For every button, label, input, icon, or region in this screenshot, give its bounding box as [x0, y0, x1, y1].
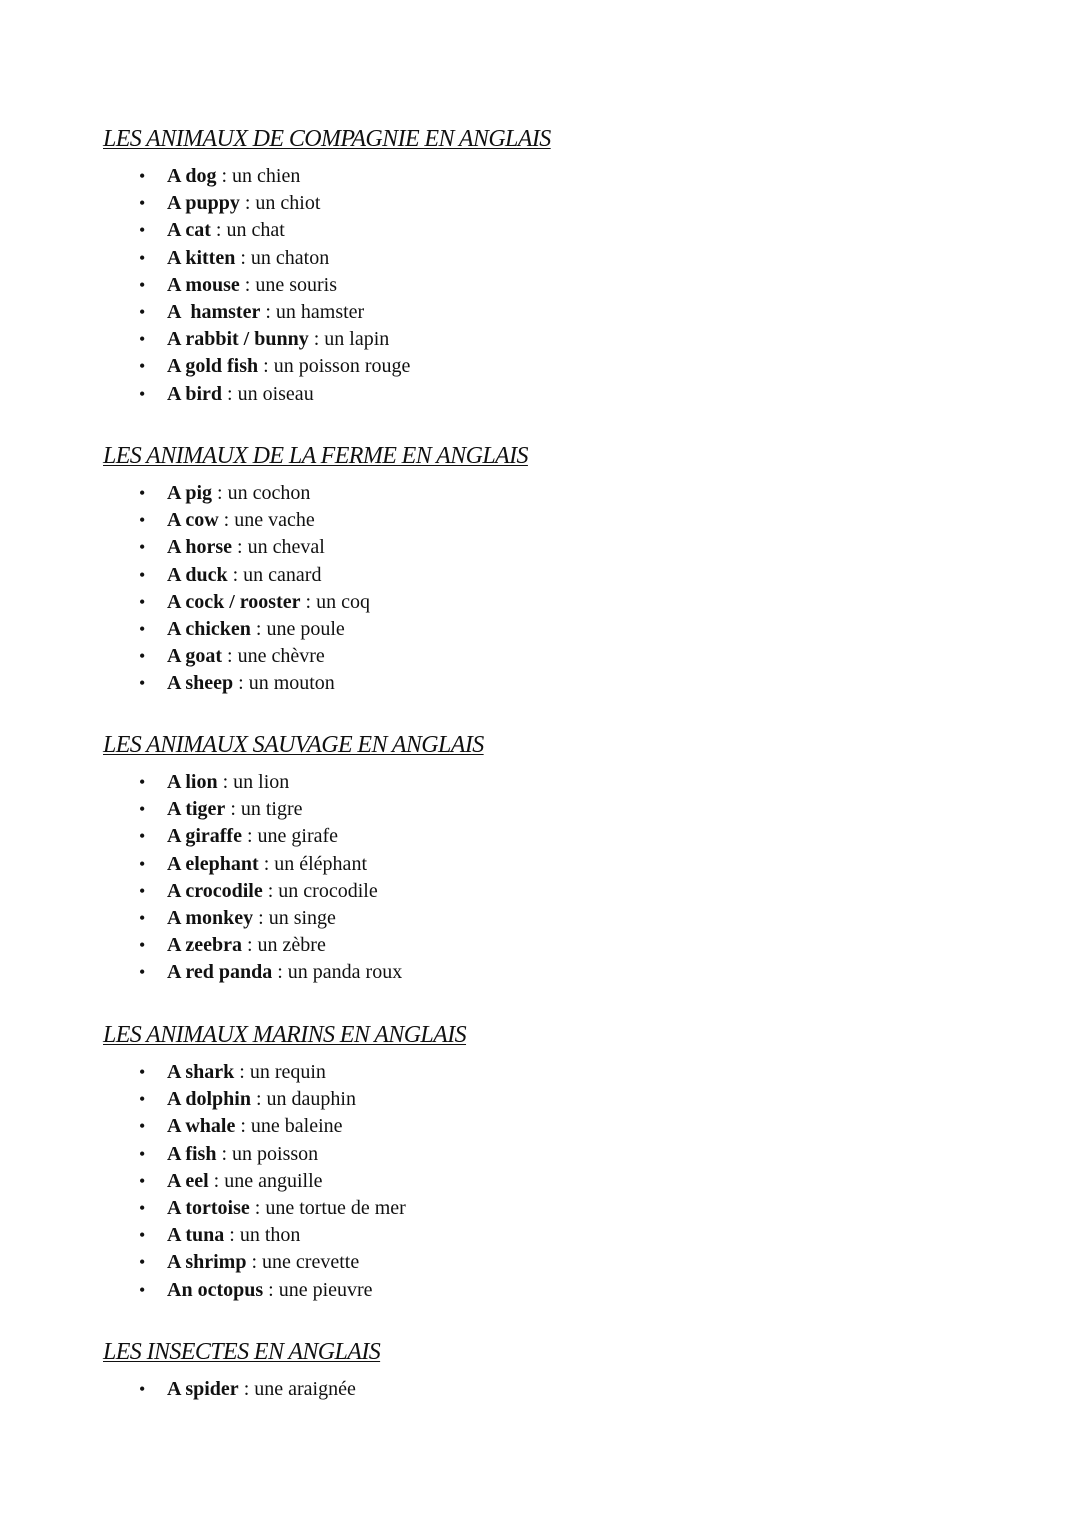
- bullet-icon: •: [139, 301, 146, 322]
- english-word: A crocodile: [167, 879, 263, 902]
- separator: :: [241, 934, 258, 957]
- english-word: A goat: [167, 645, 222, 668]
- french-translation: un lion: [233, 771, 290, 793]
- list-item: [103, 670, 528, 697]
- list-item: [103, 1195, 466, 1222]
- list-item: [103, 1059, 466, 1086]
- list-item: [103, 905, 484, 932]
- separator: :: [262, 879, 279, 902]
- separator: :: [222, 645, 238, 668]
- english-word: An octopus: [167, 1278, 264, 1301]
- section-pets: [103, 124, 551, 408]
- french-translation: une girafe: [257, 825, 339, 848]
- separator: :: [238, 1378, 255, 1400]
- french-translation: un poisson: [232, 1142, 319, 1165]
- section-sea: [103, 1020, 466, 1304]
- list-item: [103, 381, 551, 408]
- bullet-icon: •: [139, 1379, 146, 1399]
- list-item: [103, 643, 528, 670]
- french-translation: un hamster: [275, 300, 365, 323]
- separator: :: [216, 1142, 233, 1165]
- bullet-icon: •: [139, 537, 146, 558]
- bullet-icon: •: [139, 329, 146, 350]
- french-translation: une araignée: [254, 1378, 356, 1400]
- list-item: [103, 299, 551, 326]
- bullet-icon: •: [139, 799, 146, 820]
- separator: :: [263, 1278, 279, 1301]
- list-item: [103, 507, 528, 534]
- separator: :: [250, 1088, 267, 1111]
- bullet-icon: •: [139, 772, 146, 792]
- french-translation: un thon: [239, 1224, 301, 1247]
- section-title: LES ANIMAUX DE COMPAGNIE EN ANGLAIS: [103, 126, 551, 152]
- french-translation: un panda roux: [287, 961, 403, 984]
- list-item: [103, 823, 484, 850]
- english-word: A eel: [167, 1169, 209, 1192]
- list-item: [103, 245, 551, 272]
- separator: :: [260, 300, 276, 323]
- separator: :: [258, 852, 275, 875]
- english-word: A horse: [167, 536, 232, 559]
- list-item: [103, 562, 528, 589]
- english-word: A cock / rooster: [167, 590, 301, 613]
- separator: :: [224, 1224, 240, 1247]
- bullet-icon: •: [139, 673, 146, 694]
- english-word: A puppy: [167, 192, 240, 215]
- list-item: [103, 353, 551, 380]
- bullet-icon: •: [139, 1170, 146, 1191]
- english-word: A dog: [167, 165, 217, 187]
- separator: :: [222, 382, 238, 405]
- french-translation: un chat: [226, 219, 285, 242]
- separator: :: [239, 192, 256, 215]
- list-item: [103, 769, 484, 796]
- separator: :: [225, 798, 241, 821]
- vocab-list: [103, 769, 484, 987]
- list-item: [103, 932, 484, 959]
- bullet-icon: •: [139, 1116, 146, 1137]
- bullet-icon: •: [139, 510, 146, 531]
- bullet-icon: •: [139, 880, 146, 901]
- english-word: A zeebra: [167, 934, 242, 957]
- english-word: A mouse: [167, 273, 240, 296]
- french-translation: un coq: [316, 590, 370, 613]
- bullet-icon: •: [139, 220, 146, 241]
- french-translation: un lapin: [324, 328, 390, 351]
- french-translation: une poule: [266, 617, 345, 640]
- english-word: A spider: [167, 1378, 239, 1400]
- bullet-icon: •: [139, 853, 146, 874]
- english-word: A shrimp: [167, 1251, 247, 1274]
- french-translation: un cochon: [227, 482, 311, 504]
- separator: :: [258, 355, 274, 378]
- separator: :: [218, 509, 235, 532]
- english-word: A sheep: [167, 672, 234, 695]
- french-translation: un tigre: [240, 798, 303, 821]
- section-farm: [103, 441, 528, 698]
- french-translation: un singe: [268, 906, 336, 929]
- section-insects: [103, 1337, 380, 1403]
- separator: :: [208, 1169, 225, 1192]
- bullet-icon: •: [139, 1279, 146, 1300]
- bullet-icon: •: [139, 826, 146, 847]
- list-item: [103, 851, 484, 878]
- english-word: A dolphin: [167, 1088, 251, 1111]
- french-translation: une souris: [255, 273, 338, 296]
- french-translation: un requin: [249, 1061, 326, 1083]
- list-item: [103, 589, 528, 616]
- bullet-icon: •: [139, 383, 146, 404]
- bullet-icon: •: [139, 907, 146, 928]
- bullet-icon: •: [139, 193, 146, 214]
- separator: :: [217, 771, 234, 793]
- separator: :: [227, 563, 244, 586]
- english-word: A tiger: [167, 798, 226, 821]
- list-item: [103, 616, 528, 643]
- separator: :: [210, 219, 227, 242]
- bullet-icon: •: [139, 356, 146, 377]
- list-item: [103, 163, 551, 190]
- separator: :: [239, 273, 256, 296]
- french-translation: un zèbre: [257, 934, 326, 957]
- french-translation: un chaton: [250, 246, 330, 269]
- french-translation: un canard: [243, 563, 322, 586]
- separator: :: [253, 906, 269, 929]
- bullet-icon: •: [139, 591, 146, 612]
- bullet-icon: •: [139, 166, 146, 186]
- english-word: A tortoise: [167, 1196, 250, 1219]
- bullet-icon: •: [139, 646, 146, 667]
- vocab-list: [103, 163, 551, 408]
- separator: :: [249, 1196, 266, 1219]
- vocab-list: [103, 480, 528, 698]
- english-word: A red panda: [167, 961, 273, 984]
- bullet-icon: •: [139, 274, 146, 295]
- list-item: [103, 1249, 466, 1276]
- english-word: A whale: [167, 1115, 236, 1138]
- list-item: [103, 1141, 466, 1168]
- french-translation: un mouton: [248, 672, 335, 695]
- english-word: A shark: [167, 1061, 235, 1083]
- list-item: [103, 190, 551, 217]
- english-word: A lion: [167, 771, 218, 793]
- list-item: [103, 326, 551, 353]
- section-title: LES INSECTES EN ANGLAIS: [103, 1339, 381, 1365]
- english-word: A hamster: [167, 300, 261, 323]
- list-item: [103, 217, 551, 244]
- bullet-icon: •: [139, 1062, 146, 1082]
- separator: :: [232, 536, 248, 559]
- separator: :: [308, 328, 325, 351]
- french-translation: un crocodile: [278, 879, 378, 902]
- bullet-icon: •: [139, 1252, 146, 1273]
- english-word: A rabbit / bunny: [167, 328, 309, 351]
- english-word: A fish: [167, 1142, 217, 1165]
- english-word: A duck: [167, 563, 228, 586]
- list-item: [103, 1277, 466, 1304]
- english-word: A cow: [167, 509, 219, 532]
- list-item: [103, 1086, 466, 1113]
- vocab-list: [103, 1059, 466, 1304]
- section-wild: [103, 730, 484, 987]
- french-translation: un éléphant: [274, 852, 367, 875]
- section-title: LES ANIMAUX DE LA FERME EN ANGLAIS: [103, 443, 528, 469]
- separator: :: [234, 1061, 250, 1083]
- english-word: A giraffe: [167, 825, 242, 848]
- separator: :: [272, 961, 288, 984]
- section-title: LES ANIMAUX MARINS EN ANGLAIS: [103, 1022, 467, 1048]
- english-word: A tuna: [167, 1224, 225, 1247]
- separator: :: [235, 246, 251, 269]
- list-item: [103, 796, 484, 823]
- bullet-icon: •: [139, 935, 146, 956]
- bullet-icon: •: [139, 618, 146, 639]
- bullet-icon: •: [139, 1143, 146, 1164]
- french-translation: une vache: [234, 509, 315, 532]
- list-item: [103, 1222, 466, 1249]
- english-word: A gold fish: [167, 355, 259, 378]
- english-word: A cat: [167, 219, 211, 242]
- french-translation: une baleine: [250, 1115, 343, 1138]
- french-translation: un chien: [232, 165, 301, 187]
- english-word: A pig: [167, 482, 213, 504]
- french-translation: une tortue de mer: [265, 1196, 406, 1219]
- english-word: A kitten: [167, 246, 236, 269]
- bullet-icon: •: [139, 564, 146, 585]
- separator: :: [216, 165, 233, 187]
- separator: :: [241, 825, 258, 848]
- separator: :: [212, 482, 228, 504]
- list-item: [103, 272, 551, 299]
- english-word: A elephant: [167, 852, 259, 875]
- separator: :: [233, 672, 249, 695]
- french-translation: une chèvre: [237, 645, 325, 668]
- bullet-icon: •: [139, 962, 146, 983]
- bullet-icon: •: [139, 483, 146, 503]
- section-title: LES ANIMAUX SAUVAGE EN ANGLAIS: [103, 732, 484, 758]
- french-translation: un oiseau: [237, 382, 314, 405]
- english-word: A chicken: [167, 617, 251, 640]
- french-translation: un poisson rouge: [273, 355, 411, 378]
- list-item: [103, 1168, 466, 1195]
- bullet-icon: •: [139, 247, 146, 268]
- english-word: A bird: [167, 382, 223, 405]
- vocab-list: [103, 1376, 380, 1403]
- french-translation: un chiot: [255, 192, 321, 215]
- list-item: [103, 1376, 380, 1403]
- separator: :: [246, 1251, 263, 1274]
- bullet-icon: •: [139, 1225, 146, 1246]
- french-translation: un dauphin: [266, 1088, 356, 1111]
- french-translation: une crevette: [262, 1251, 360, 1274]
- separator: :: [300, 590, 317, 613]
- separator: :: [250, 617, 267, 640]
- list-item: [103, 959, 484, 986]
- list-item: [103, 480, 528, 507]
- separator: :: [235, 1115, 251, 1138]
- list-item: [103, 534, 528, 561]
- list-item: [103, 878, 484, 905]
- bullet-icon: •: [139, 1089, 146, 1110]
- english-word: A monkey: [167, 906, 254, 929]
- french-translation: une pieuvre: [278, 1278, 373, 1301]
- french-translation: un cheval: [247, 536, 325, 559]
- bullet-icon: •: [139, 1197, 146, 1218]
- list-item: [103, 1113, 466, 1140]
- french-translation: une anguille: [224, 1169, 323, 1192]
